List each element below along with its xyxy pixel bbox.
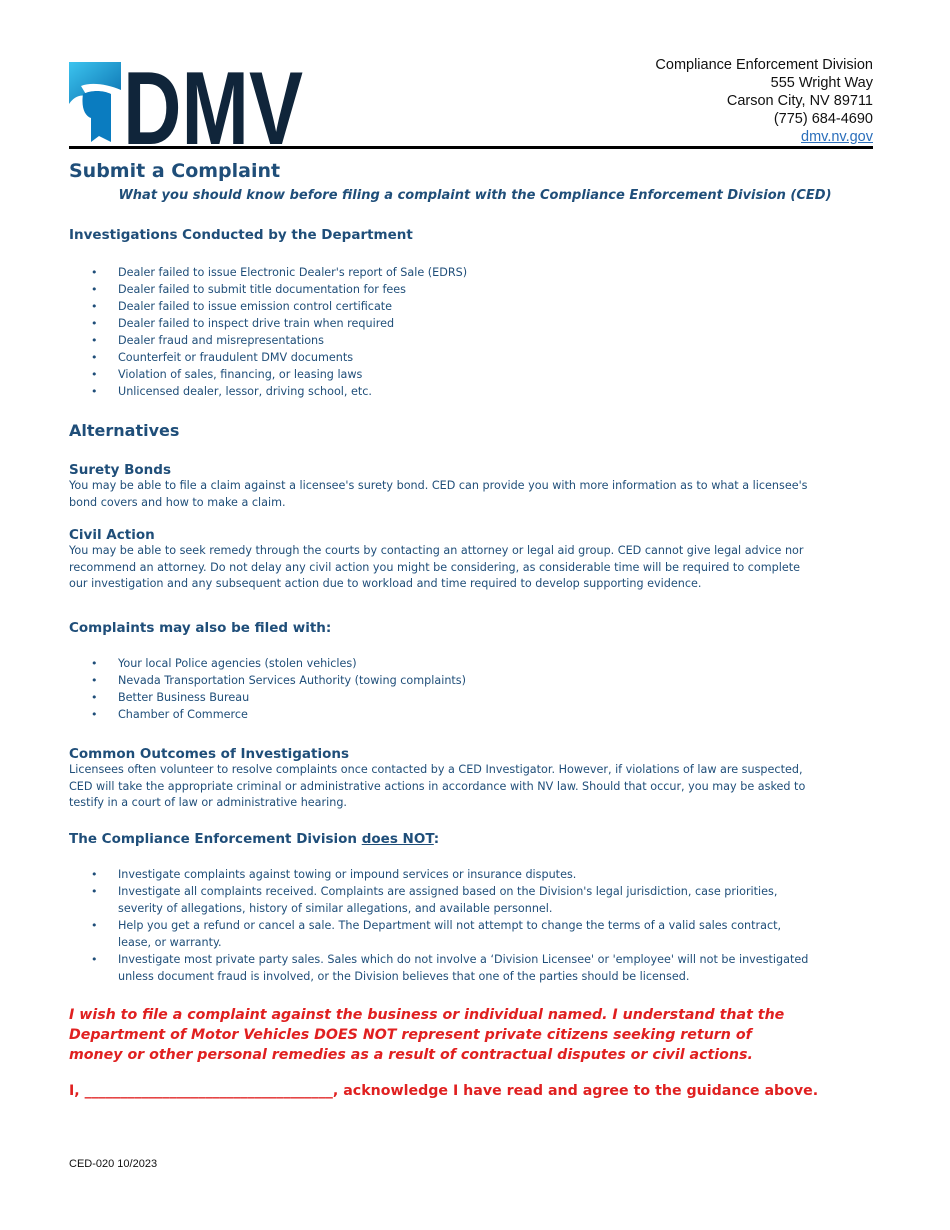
- list-item: • Violation of sales, financing, or leasing laws: [69, 366, 809, 383]
- warning-statement: I wish to file a complaint against the business or individual named. I understand that the Department of Motor Vehicles DOES NOT represent private citizens seeking return of money or other personal remedies as a result of contractual disputes or civil actions.: [69, 1007, 785, 1063]
- list-item: • Dealer fraud and misrepresentations: [69, 332, 809, 349]
- outcomes-heading: Common Outcomes of Investigations: [69, 746, 350, 762]
- list-item: • Dealer failed to submit title documentation for fees: [69, 281, 809, 298]
- form-number: CED-020 10/2023: [69, 1158, 158, 1170]
- list-item: • Investigate complaints against towing or impound services or insurance disputes.: [69, 866, 809, 883]
- alternatives-section: [69, 421, 809, 593]
- list-item: • Nevada Transportation Services Authority (towing complaints): [69, 672, 809, 689]
- also-filed-section: [69, 620, 809, 723]
- also-filed-heading: Complaints may also be filed with:: [69, 620, 332, 636]
- does-not-emphasis: does NOT: [361, 831, 434, 847]
- header-rule: [69, 146, 873, 149]
- civil-heading: Civil Action: [69, 527, 155, 544]
- outcomes-section: [69, 746, 809, 812]
- city-state-zip: Carson City, NV 89711: [726, 93, 873, 109]
- list-item: • Help you get a refund or cancel a sale. The Department will not attempt to change the terms of a valid sales contract, lease, or warranty.: [69, 917, 809, 951]
- alternatives-heading: Alternatives: [69, 421, 180, 440]
- acknowledgement-line: I, ___________________________________, acknowledge I have read and agree to the guidance above.: [69, 1083, 819, 1099]
- surety-heading: Surety Bonds: [69, 462, 171, 478]
- does-not-section: [69, 831, 809, 985]
- division-name: Compliance Enforcement Division: [655, 57, 873, 73]
- list-item: • Dealer failed to issue emission control certificate: [69, 298, 809, 315]
- list-item: • Dealer failed to issue Electronic Dealer's report of Sale (EDRS): [69, 264, 809, 281]
- does-not-heading-suffix: :: [433, 831, 440, 847]
- logo-text: DMV: [123, 51, 303, 167]
- list-item: • Your local Police agencies (stolen vehicles): [69, 655, 809, 672]
- dmv-logo: [69, 51, 305, 167]
- street-address: 555 Wright Way: [770, 75, 873, 91]
- investigations-list: [69, 264, 809, 400]
- investigations-section: [69, 227, 809, 400]
- surety-text: You may be able to file a claim against a licensee's surety bond. CED can provide you with more information as to what a licensee's bond covers and how to make a claim.: [69, 479, 808, 509]
- does-not-heading-prefix: The Compliance Enforcement Division: [69, 831, 362, 847]
- page-title: Submit a Complaint: [69, 160, 281, 182]
- list-item: • Investigate all complaints received. Complaints are assigned based on the Division's legal jurisdiction, case priorities, severity of allegations, history of similar allegations, and available personnel.: [69, 883, 809, 917]
- website-link[interactable]: dmv.nv.gov: [801, 129, 873, 145]
- contact-block: [655, 56, 873, 146]
- list-item: • Unlicensed dealer, lessor, driving school, etc.: [69, 383, 809, 400]
- list-item: • Counterfeit or fraudulent DMV documents: [69, 349, 809, 366]
- page-subtitle: What you should know before filing a complaint with the Compliance Enforcement Division (CED): [118, 188, 832, 203]
- also-filed-list: [69, 655, 809, 723]
- civil-text: You may be able to seek remedy through the courts by contacting an attorney or legal aid group. CED cannot give legal advice nor recommend an attorney. Do not delay any civil action you might be considering, as considerable time will be required to complete our investigation and any subsequent action due to workload and time required to develop supporting evidence.: [69, 544, 804, 591]
- list-item: • Better Business Bureau: [69, 689, 809, 706]
- phone-number: (775) 684-4690: [773, 111, 873, 127]
- investigations-heading: Investigations Conducted by the Department: [69, 227, 413, 243]
- list-item: • Dealer failed to inspect drive train when required: [69, 315, 809, 332]
- does-not-heading: [69, 831, 809, 847]
- outcomes-text: Licensees often volunteer to resolve complaints once contacted by a CED Investigator. However, if violations of law are suspected, CED will take the appropriate criminal or administrative actions in accordance with NV law. Should that occur, you may be asked to testify in a court of law or administrative hearing.: [69, 763, 806, 810]
- list-item: • Chamber of Commerce: [69, 706, 809, 723]
- does-not-list: [69, 866, 809, 985]
- list-item: • Investigate most private party sales. Sales which do not involve a ‘Division Licensee' or 'employee' will not be investigated unless document fraud is involved, or the Division believes that one of the parties should be licensed.: [69, 951, 809, 985]
